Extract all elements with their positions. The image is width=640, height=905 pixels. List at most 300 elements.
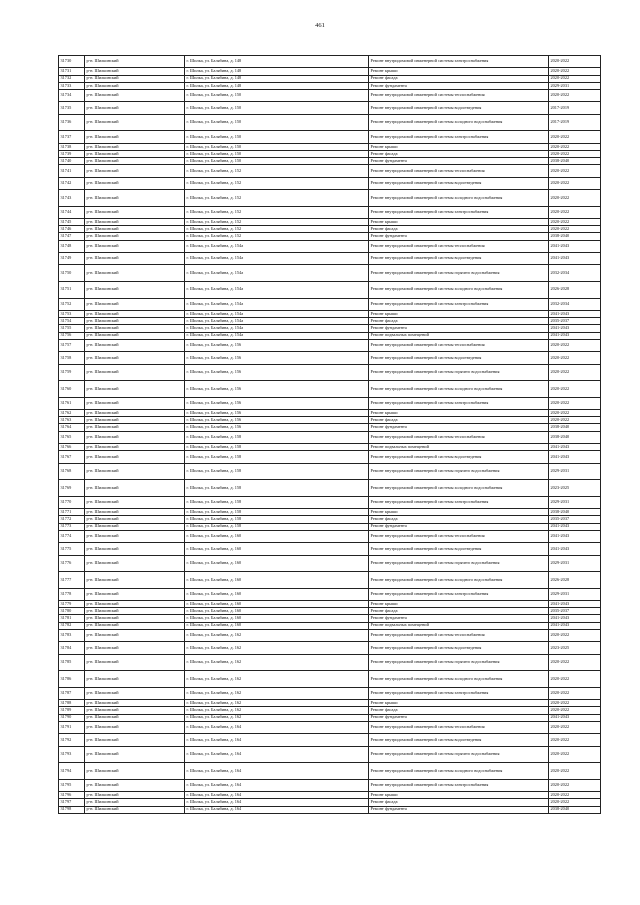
row-period: 2020-2022 [549, 629, 601, 641]
row-address: г. Шилка, ул. Балябина, д. 152 [185, 190, 369, 207]
row-district: р-н. Шилкинский [85, 642, 185, 654]
row-address: г. Шилка, ул. Балябина, д. 152 [185, 206, 369, 218]
row-number: 31734 [59, 89, 85, 101]
table-row [59, 721, 601, 733]
row-work-type: Ремонт внутридомовой инженерной системы горячего водоснабжения [369, 463, 549, 480]
table-row [59, 516, 601, 523]
row-address: г. Шилка, ул. Балябина, д. 150 [185, 150, 369, 157]
row-period: 2020-2022 [549, 779, 601, 791]
table-row [59, 779, 601, 791]
row-number: 31777 [59, 572, 85, 589]
row-period: 2035-2037 [549, 318, 601, 325]
row-number: 31760 [59, 381, 85, 398]
row-address: г. Шилка, ул. Балябина, д. 164 [185, 734, 369, 746]
row-district: р-н. Шилкинский [85, 102, 185, 114]
row-number: 31790 [59, 714, 85, 721]
row-work-type: Ремонт фасада [369, 707, 549, 714]
row-address: г. Шилка, ул. Балябина, д. 154а [185, 310, 369, 317]
row-period: 2038-2040 [549, 509, 601, 516]
table-row [59, 424, 601, 431]
row-district: р-н. Шилкинский [85, 332, 185, 339]
row-number: 31754 [59, 318, 85, 325]
row-address: г. Шилка, ул. Балябина, д. 150 [185, 158, 369, 165]
table-row [59, 143, 601, 150]
row-period: 2026-2028 [549, 572, 601, 589]
row-address: г. Шилка, ул. Балябина, д. 156 [185, 424, 369, 431]
row-address: г. Шилка, ул. Балябина, д. 160 [185, 588, 369, 600]
table-row [59, 364, 601, 381]
table-row [59, 240, 601, 252]
row-period: 2020-2022 [549, 707, 601, 714]
row-number: 31740 [59, 158, 85, 165]
row-work-type: Ремонт внутридомовой инженерной системы теплоснабжения [369, 165, 549, 177]
row-number: 31731 [59, 68, 85, 75]
table-row [59, 332, 601, 339]
row-address: г. Шилка, ул. Балябина, д. 152 [185, 165, 369, 177]
row-number: 31739 [59, 150, 85, 157]
row-district: р-н. Шилкинский [85, 451, 185, 463]
table-row [59, 608, 601, 615]
row-address: г. Шилка, ул. Балябина, д. 162 [185, 687, 369, 699]
row-number: 31779 [59, 601, 85, 608]
row-number: 31780 [59, 608, 85, 615]
table-row [59, 707, 601, 714]
row-period: 2020-2022 [549, 143, 601, 150]
table-row [59, 431, 601, 443]
row-period: 2029-2031 [549, 496, 601, 508]
row-number: 31741 [59, 165, 85, 177]
row-number: 31744 [59, 206, 85, 218]
row-district: р-н. Шилкинский [85, 240, 185, 252]
table-row [59, 410, 601, 417]
row-number: 31763 [59, 417, 85, 424]
row-address: г. Шилка, ул. Балябина, д. 154а [185, 318, 369, 325]
row-district: р-н. Шилкинский [85, 165, 185, 177]
row-number: 31764 [59, 424, 85, 431]
row-number: 31742 [59, 177, 85, 189]
row-work-type: Ремонт фундамента [369, 158, 549, 165]
row-number: 31791 [59, 721, 85, 733]
table-row [59, 799, 601, 806]
row-address: г. Шилка, ул. Балябина, д. 148 [185, 56, 369, 68]
row-district: р-н. Шилкинский [85, 480, 185, 497]
row-work-type: Ремонт фундамента [369, 82, 549, 89]
row-work-type: Ремонт внутридомовой инженерной системы горячего водоснабжения [369, 364, 549, 381]
row-address: г. Шилка, ул. Балябина, д. 154а [185, 265, 369, 282]
row-work-type: Ремонт внутридомовой инженерной системы холодного водоснабжения [369, 281, 549, 298]
row-period: 2041-2043 [549, 253, 601, 265]
row-work-type: Ремонт внутридомовой инженерной системы холодного водоснабжения [369, 671, 549, 688]
table-row [59, 642, 601, 654]
row-period: 2023-2025 [549, 480, 601, 497]
row-number: 31746 [59, 226, 85, 233]
row-number: 31767 [59, 451, 85, 463]
row-district: р-н. Шилкинский [85, 318, 185, 325]
row-address: г. Шилка, ул. Балябина, д. 154а [185, 281, 369, 298]
row-period: 2020-2022 [549, 219, 601, 226]
row-number: 31782 [59, 622, 85, 629]
row-work-type: Ремонт крыши [369, 310, 549, 317]
row-district: р-н. Шилкинский [85, 734, 185, 746]
row-period: 2041-2043 [549, 622, 601, 629]
table-row [59, 219, 601, 226]
row-address: г. Шилка, ул. Балябина, д. 154а [185, 325, 369, 332]
row-address: г. Шилка, ул. Балябина, д. 164 [185, 779, 369, 791]
table-row [59, 622, 601, 629]
row-period: 2038-2040 [549, 233, 601, 240]
row-address: г. Шилка, ул. Балябина, д. 156 [185, 352, 369, 364]
row-period: 2020-2022 [549, 721, 601, 733]
table-row [59, 601, 601, 608]
row-district: р-н. Шилкинский [85, 417, 185, 424]
table-row [59, 588, 601, 600]
row-address: г. Шилка, ул. Балябина, д. 158 [185, 496, 369, 508]
row-address: г. Шилка, ул. Балябина, д. 162 [185, 629, 369, 641]
row-period: 2029-2031 [549, 463, 601, 480]
row-number: 31795 [59, 779, 85, 791]
row-period: 2020-2022 [549, 165, 601, 177]
row-work-type: Ремонт фасада [369, 516, 549, 523]
row-work-type: Ремонт внутридомовой инженерной системы горячего водоснабжения [369, 265, 549, 282]
table-row [59, 310, 601, 317]
table-row [59, 75, 601, 82]
row-period: 2020-2022 [549, 763, 601, 780]
row-number: 31781 [59, 615, 85, 622]
row-work-type: Ремонт внутридомовой инженерной системы теплоснабжения [369, 89, 549, 101]
row-district: р-н. Шилкинский [85, 543, 185, 555]
table-row [59, 629, 601, 641]
row-number: 31738 [59, 143, 85, 150]
row-number: 31743 [59, 190, 85, 207]
row-address: г. Шилка, ул. Балябина, д. 148 [185, 75, 369, 82]
row-address: г. Шилка, ул. Балябина, д. 154а [185, 253, 369, 265]
row-district: р-н. Шилкинский [85, 339, 185, 351]
row-district: р-н. Шилкинский [85, 496, 185, 508]
row-work-type: Ремонт внутридомовой инженерной системы водоотведения [369, 352, 549, 364]
row-period: 2020-2022 [549, 381, 601, 398]
row-work-type: Ремонт фасада [369, 608, 549, 615]
row-district: р-н. Шилкинский [85, 629, 185, 641]
table-row [59, 543, 601, 555]
row-period: 2020-2022 [549, 734, 601, 746]
row-period: 2020-2022 [549, 671, 601, 688]
row-address: г. Шилка, ул. Балябина, д. 160 [185, 555, 369, 572]
row-period: 2041-2043 [549, 240, 601, 252]
row-district: р-н. Шилкинский [85, 608, 185, 615]
row-period: 2041-2043 [549, 332, 601, 339]
row-district: р-н. Шилкинский [85, 707, 185, 714]
table-row [59, 253, 601, 265]
table-row [59, 339, 601, 351]
row-period: 2020-2022 [549, 746, 601, 763]
row-work-type: Ремонт крыши [369, 68, 549, 75]
table-row [59, 792, 601, 799]
row-district: р-н. Шилкинский [85, 352, 185, 364]
row-period: 2029-2031 [549, 588, 601, 600]
row-address: г. Шилка, ул. Балябина, д. 164 [185, 721, 369, 733]
row-number: 31745 [59, 219, 85, 226]
row-work-type: Ремонт внутридомовой инженерной системы теплоснабжения [369, 530, 549, 542]
table-row [59, 687, 601, 699]
row-address: г. Шилка, ул. Балябина, д. 152 [185, 226, 369, 233]
row-period: 2041-2043 [549, 601, 601, 608]
row-address: г. Шилка, ул. Балябина, д. 162 [185, 642, 369, 654]
table-row [59, 714, 601, 721]
row-number: 31735 [59, 102, 85, 114]
row-district: р-н. Шилкинский [85, 281, 185, 298]
row-period: 2020-2022 [549, 56, 601, 68]
row-address: г. Шилка, ул. Балябина, д. 162 [185, 700, 369, 707]
row-district: р-н. Шилкинский [85, 654, 185, 671]
capital-repair-table [58, 55, 601, 814]
row-address: г. Шилка, ул. Балябина, д. 158 [185, 509, 369, 516]
row-district: р-н. Шилкинский [85, 177, 185, 189]
row-number: 31769 [59, 480, 85, 497]
row-district: р-н. Шилкинский [85, 82, 185, 89]
row-period: 2041-2043 [549, 444, 601, 451]
row-number: 31784 [59, 642, 85, 654]
page-number: 461 [315, 22, 325, 29]
table-row [59, 158, 601, 165]
table-row [59, 417, 601, 424]
row-number: 31736 [59, 114, 85, 131]
table-row [59, 763, 601, 780]
row-work-type: Ремонт фасада [369, 75, 549, 82]
table-row [59, 165, 601, 177]
row-number: 31774 [59, 530, 85, 542]
row-district: р-н. Шилкинский [85, 364, 185, 381]
row-number: 31786 [59, 671, 85, 688]
row-work-type: Ремонт внутридомовой инженерной системы электроснабжения [369, 206, 549, 218]
row-work-type: Ремонт внутридомовой инженерной системы электроснабжения [369, 131, 549, 143]
row-number: 31794 [59, 763, 85, 780]
row-district: р-н. Шилкинский [85, 114, 185, 131]
table-row [59, 615, 601, 622]
row-district: р-н. Шилкинский [85, 700, 185, 707]
table-row [59, 654, 601, 671]
row-period: 2020-2022 [549, 190, 601, 207]
table-row [59, 397, 601, 409]
row-period: 2020-2022 [549, 687, 601, 699]
row-address: г. Шилка, ул. Балябина, д. 154а [185, 332, 369, 339]
row-work-type: Ремонт фундамента [369, 523, 549, 530]
row-address: г. Шилка, ул. Балябина, д. 148 [185, 68, 369, 75]
row-district: р-н. Шилкинский [85, 671, 185, 688]
row-address: г. Шилка, ул. Балябина, д. 160 [185, 622, 369, 629]
row-work-type: Ремонт внутридомовой инженерной системы электроснабжения [369, 496, 549, 508]
row-number: 31788 [59, 700, 85, 707]
table-row [59, 82, 601, 89]
row-number: 31762 [59, 410, 85, 417]
row-work-type: Ремонт внутридомовой инженерной системы водоотведения [369, 642, 549, 654]
row-address: г. Шилка, ул. Балябина, д. 160 [185, 608, 369, 615]
row-address: г. Шилка, ул. Балябина, д. 158 [185, 444, 369, 451]
row-address: г. Шилка, ул. Балябина, д. 156 [185, 364, 369, 381]
table-row [59, 150, 601, 157]
row-number: 31765 [59, 431, 85, 443]
row-work-type: Ремонт фундамента [369, 325, 549, 332]
row-number: 31733 [59, 82, 85, 89]
row-period: 2032-2034 [549, 298, 601, 310]
row-address: г. Шилка, ул. Балябина, д. 160 [185, 543, 369, 555]
row-period: 2035-2037 [549, 516, 601, 523]
row-work-type: Ремонт внутридомовой инженерной системы холодного водоснабжения [369, 190, 549, 207]
row-district: р-н. Шилкинский [85, 190, 185, 207]
row-work-type: Ремонт внутридомовой инженерной системы водоотведения [369, 451, 549, 463]
table-row [59, 325, 601, 332]
row-work-type: Ремонт подвальных помещений [369, 622, 549, 629]
row-district: р-н. Шилкинский [85, 622, 185, 629]
row-address: г. Шилка, ул. Балябина, д. 156 [185, 410, 369, 417]
row-work-type: Ремонт крыши [369, 143, 549, 150]
row-district: р-н. Шилкинский [85, 779, 185, 791]
row-district: р-н. Шилкинский [85, 799, 185, 806]
row-address: г. Шилка, ул. Балябина, д. 162 [185, 654, 369, 671]
row-period: 2038-2040 [549, 431, 601, 443]
table-row [59, 318, 601, 325]
row-district: р-н. Шилкинский [85, 233, 185, 240]
row-work-type: Ремонт внутридомовой инженерной системы горячего водоснабжения [369, 746, 549, 763]
row-period: 2020-2022 [549, 799, 601, 806]
row-work-type: Ремонт внутридомовой инженерной системы холодного водоснабжения [369, 480, 549, 497]
row-work-type: Ремонт внутридомовой инженерной системы теплоснабжения [369, 431, 549, 443]
row-period: 2041-2043 [549, 543, 601, 555]
row-period: 2038-2040 [549, 806, 601, 813]
row-number: 31759 [59, 364, 85, 381]
row-district: р-н. Шилкинский [85, 226, 185, 233]
row-number: 31783 [59, 629, 85, 641]
row-number: 31750 [59, 265, 85, 282]
row-number: 31766 [59, 444, 85, 451]
row-number: 31792 [59, 734, 85, 746]
table-row [59, 190, 601, 207]
row-work-type: Ремонт фундамента [369, 806, 549, 813]
row-work-type: Ремонт крыши [369, 219, 549, 226]
row-district: р-н. Шилкинский [85, 131, 185, 143]
row-district: р-н. Шилкинский [85, 792, 185, 799]
row-address: г. Шилка, ул. Балябина, д. 158 [185, 523, 369, 530]
row-number: 31789 [59, 707, 85, 714]
row-address: г. Шилка, ул. Балябина, д. 164 [185, 763, 369, 780]
table-row [59, 68, 601, 75]
row-address: г. Шилка, ул. Балябина, д. 160 [185, 530, 369, 542]
row-period: 2020-2022 [549, 339, 601, 351]
row-district: р-н. Шилкинский [85, 516, 185, 523]
row-work-type: Ремонт подвальных помещений [369, 444, 549, 451]
row-address: г. Шилка, ул. Балябина, д. 164 [185, 746, 369, 763]
row-district: р-н. Шилкинский [85, 219, 185, 226]
row-period: 2020-2022 [549, 89, 601, 101]
row-district: р-н. Шилкинский [85, 721, 185, 733]
row-period: 2020-2022 [549, 792, 601, 799]
table-row [59, 89, 601, 101]
row-period: 2020-2022 [549, 397, 601, 409]
row-address: г. Шилка, ул. Балябина, д. 156 [185, 339, 369, 351]
row-work-type: Ремонт крыши [369, 700, 549, 707]
row-address: г. Шилка, ул. Балябина, д. 154а [185, 298, 369, 310]
row-district: р-н. Шилкинский [85, 615, 185, 622]
row-number: 31773 [59, 523, 85, 530]
row-period: 2020-2022 [549, 352, 601, 364]
row-number: 31732 [59, 75, 85, 82]
row-district: р-н. Шилкинский [85, 68, 185, 75]
row-district: р-н. Шилкинский [85, 687, 185, 699]
row-district: р-н. Шилкинский [85, 298, 185, 310]
row-address: г. Шилка, ул. Балябина, д. 164 [185, 806, 369, 813]
row-address: г. Шилка, ул. Балябина, д. 154а [185, 240, 369, 252]
row-number: 31775 [59, 543, 85, 555]
row-period: 2041-2043 [549, 615, 601, 622]
row-address: г. Шилка, ул. Балябина, д. 156 [185, 417, 369, 424]
table-row [59, 480, 601, 497]
row-period: 2020-2022 [549, 68, 601, 75]
row-address: г. Шилка, ул. Балябина, д. 162 [185, 714, 369, 721]
row-work-type: Ремонт фасада [369, 226, 549, 233]
row-work-type: Ремонт фасада [369, 417, 549, 424]
row-period: 2020-2022 [549, 131, 601, 143]
row-address: г. Шилка, ул. Балябина, д. 156 [185, 381, 369, 398]
row-work-type: Ремонт внутридомовой инженерной системы водоотведения [369, 543, 549, 555]
row-address: г. Шилка, ул. Балябина, д. 152 [185, 219, 369, 226]
table-row [59, 265, 601, 282]
row-period: 2041-2043 [549, 451, 601, 463]
row-district: р-н. Шилкинский [85, 806, 185, 813]
row-district: р-н. Шилкинский [85, 325, 185, 332]
row-number: 31756 [59, 332, 85, 339]
row-number: 31796 [59, 792, 85, 799]
row-district: р-н. Шилкинский [85, 431, 185, 443]
row-number: 31748 [59, 240, 85, 252]
table-row [59, 131, 601, 143]
row-address: г. Шилка, ул. Балябина, д. 164 [185, 792, 369, 799]
row-period: 2020-2022 [549, 206, 601, 218]
row-period: 2020-2022 [549, 417, 601, 424]
row-work-type: Ремонт фасада [369, 799, 549, 806]
row-number: 31758 [59, 352, 85, 364]
row-work-type: Ремонт внутридомовой инженерной системы электроснабжения [369, 298, 549, 310]
row-district: р-н. Шилкинский [85, 310, 185, 317]
row-work-type: Ремонт крыши [369, 410, 549, 417]
table-row [59, 555, 601, 572]
table-row [59, 451, 601, 463]
row-number: 31737 [59, 131, 85, 143]
row-period: 2041-2043 [549, 310, 601, 317]
row-number: 31747 [59, 233, 85, 240]
row-work-type: Ремонт внутридомовой инженерной системы холодного водоснабжения [369, 114, 549, 131]
row-address: г. Шилка, ул. Балябина, д. 148 [185, 82, 369, 89]
row-number: 31772 [59, 516, 85, 523]
row-address: г. Шилка, ул. Балябина, д. 162 [185, 707, 369, 714]
row-address: г. Шилка, ул. Балябина, д. 150 [185, 131, 369, 143]
row-period: 2041-2043 [549, 325, 601, 332]
row-period: 2038-2040 [549, 424, 601, 431]
table-row [59, 56, 601, 68]
row-period: 2020-2022 [549, 150, 601, 157]
row-period: 2041-2043 [549, 714, 601, 721]
row-number: 31757 [59, 339, 85, 351]
row-period: 2038-2040 [549, 158, 601, 165]
table-row [59, 496, 601, 508]
table-row [59, 806, 601, 813]
row-address: г. Шилка, ул. Балябина, д. 164 [185, 799, 369, 806]
row-work-type: Ремонт внутридомовой инженерной системы водоотведения [369, 253, 549, 265]
row-district: р-н. Шилкинский [85, 746, 185, 763]
row-number: 31755 [59, 325, 85, 332]
row-address: г. Шилка, ул. Балябина, д. 158 [185, 463, 369, 480]
row-address: г. Шилка, ул. Балябина, д. 162 [185, 671, 369, 688]
row-address: г. Шилка, ул. Балябина, д. 160 [185, 572, 369, 589]
row-work-type: Ремонт внутридомовой инженерной системы теплоснабжения [369, 240, 549, 252]
